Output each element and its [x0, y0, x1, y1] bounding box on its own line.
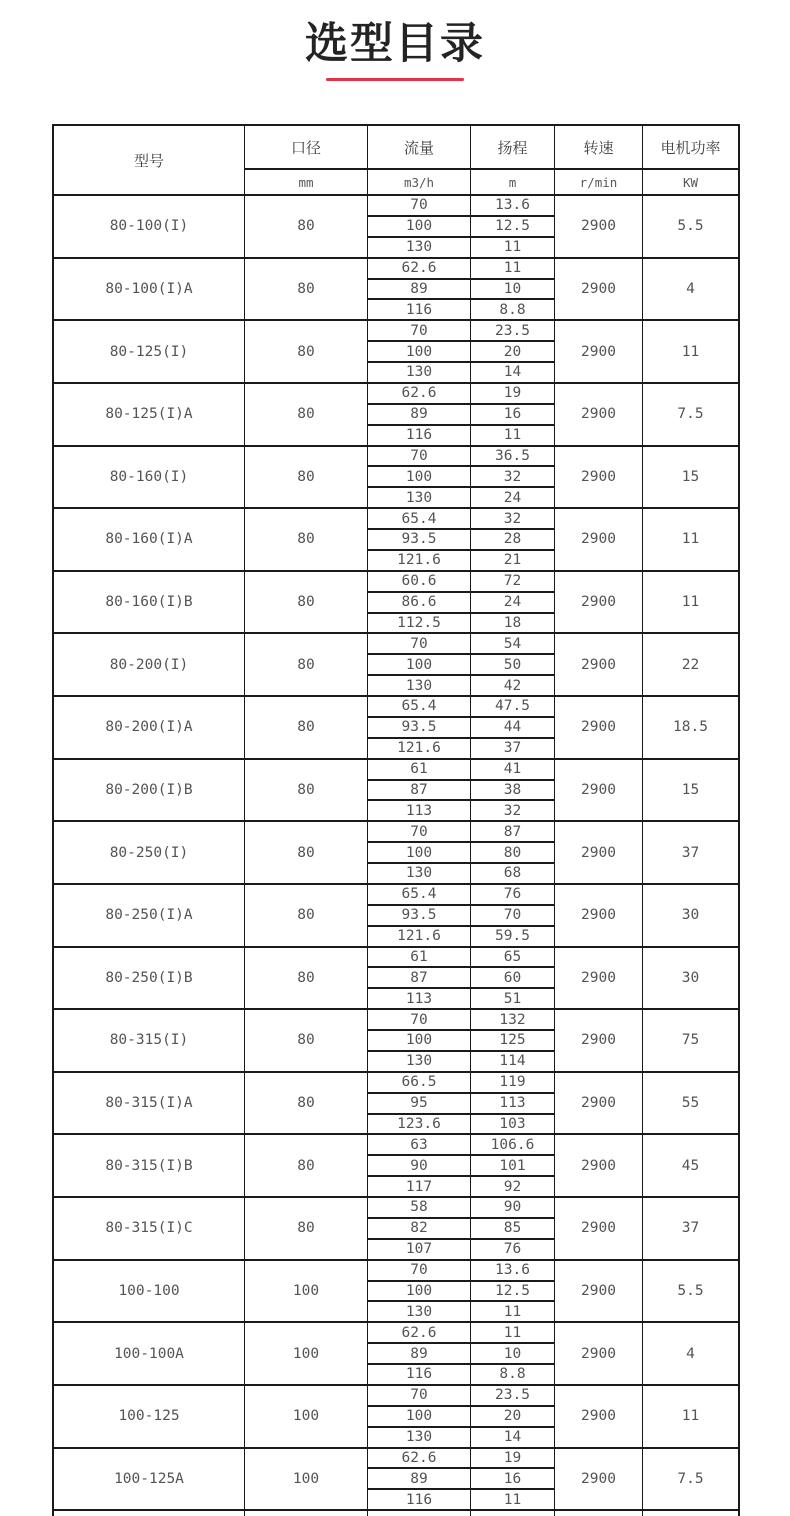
head-cell: 65 [470, 946, 554, 967]
flow-cell: 100 [367, 465, 470, 486]
flow-cell: 117 [367, 1175, 470, 1196]
speed-cell: 2900 [554, 1133, 642, 1196]
flow-cell: 113 [367, 799, 470, 820]
flow-cell: 87 [367, 779, 470, 800]
flow-cell: 90 [367, 1154, 470, 1175]
flow-cell: 130 [367, 486, 470, 507]
flow-cell: 100 [367, 653, 470, 674]
model-cell: 80-200(I)A [54, 695, 244, 758]
col-header-model: 型号 [133, 151, 164, 170]
head-cell: 19 [470, 1447, 554, 1468]
diameter-cell: 80 [244, 1071, 367, 1134]
flow-cell: 100 [367, 1280, 470, 1301]
power-cell: 15 [642, 758, 738, 821]
diameter-cell: 100 [244, 1259, 367, 1322]
table-row [54, 1196, 738, 1217]
power-cell: 11 [642, 570, 738, 633]
title-underline [326, 78, 464, 81]
diameter-cell: 80 [244, 507, 367, 570]
head-cell: 41 [470, 758, 554, 779]
head-cell: 10 [470, 278, 554, 299]
unit-power: KW [642, 168, 738, 194]
speed-cell: 2900 [554, 758, 642, 821]
power-cell: 30 [642, 946, 738, 1009]
cutoff-row-cell [244, 1509, 367, 1516]
flow-cell: 95 [367, 1092, 470, 1113]
model-cell: 100-125A [54, 1447, 244, 1510]
flow-cell: 100 [367, 215, 470, 236]
table-row [54, 946, 738, 967]
power-cell: 11 [642, 319, 738, 382]
diameter-cell: 80 [244, 194, 367, 257]
head-cell: 12.5 [470, 215, 554, 236]
head-cell: 14 [470, 361, 554, 382]
flow-cell: 123.6 [367, 1113, 470, 1134]
unit-flow: m3/h [367, 168, 470, 194]
flow-cell: 121.6 [367, 549, 470, 570]
unit-diameter: mm [244, 168, 367, 194]
table-row [54, 570, 738, 591]
flow-cell: 130 [367, 236, 470, 257]
speed-cell: 2900 [554, 1196, 642, 1259]
head-cell: 50 [470, 653, 554, 674]
table-row [54, 632, 738, 653]
cutoff-row [54, 1509, 738, 1516]
power-cell: 15 [642, 445, 738, 508]
flow-cell: 62.6 [367, 257, 470, 278]
diameter-cell: 100 [244, 1321, 367, 1384]
flow-cell: 89 [367, 403, 470, 424]
flow-cell: 70 [367, 1008, 470, 1029]
speed-cell: 2900 [554, 257, 642, 320]
flow-cell: 70 [367, 319, 470, 340]
power-cell: 30 [642, 883, 738, 946]
power-cell: 11 [642, 1384, 738, 1447]
flow-cell: 60.6 [367, 570, 470, 591]
speed-cell: 2900 [554, 1321, 642, 1384]
flow-cell: 93.5 [367, 528, 470, 549]
flow-cell: 130 [367, 1050, 470, 1071]
power-cell: 22 [642, 632, 738, 695]
power-cell: 37 [642, 1196, 738, 1259]
flow-cell: 63 [367, 1133, 470, 1154]
speed-cell: 2900 [554, 946, 642, 1009]
head-cell: 54 [470, 632, 554, 653]
flow-cell: 100 [367, 1029, 470, 1050]
cutoff-row-cell [367, 1509, 470, 1516]
head-cell: 10 [470, 1342, 554, 1363]
table-row [54, 1384, 738, 1405]
head-cell: 23.5 [470, 1384, 554, 1405]
model-cell: 80-125(I)A [54, 382, 244, 445]
head-cell: 47.5 [470, 695, 554, 716]
head-cell: 28 [470, 528, 554, 549]
speed-cell: 2900 [554, 1259, 642, 1322]
diameter-cell: 80 [244, 946, 367, 1009]
table-row [54, 319, 738, 340]
diameter-cell: 80 [244, 695, 367, 758]
flow-cell: 62.6 [367, 1321, 470, 1342]
power-cell: 11 [642, 507, 738, 570]
model-cell: 100-100A [54, 1321, 244, 1384]
power-cell: 5.5 [642, 1259, 738, 1322]
table-row [54, 1259, 738, 1280]
flow-cell: 121.6 [367, 737, 470, 758]
speed-cell: 2900 [554, 382, 642, 445]
head-cell: 70 [470, 904, 554, 925]
table-row [54, 1133, 738, 1154]
diameter-cell: 100 [244, 1447, 367, 1510]
head-cell: 60 [470, 966, 554, 987]
model-cell: 80-160(I) [54, 445, 244, 508]
power-cell: 75 [642, 1008, 738, 1071]
speed-cell: 2900 [554, 1384, 642, 1447]
model-cell: 80-100(I) [54, 194, 244, 257]
head-cell: 32 [470, 507, 554, 528]
head-cell: 36.5 [470, 445, 554, 466]
model-cell: 80-315(I)A [54, 1071, 244, 1134]
model-cell: 80-125(I) [54, 319, 244, 382]
head-cell: 21 [470, 549, 554, 570]
model-cell: 80-250(I)B [54, 946, 244, 1009]
flow-cell: 65.4 [367, 695, 470, 716]
head-cell: 44 [470, 716, 554, 737]
flow-cell: 58 [367, 1196, 470, 1217]
col-header-flow: 流量 [367, 126, 470, 168]
table-row [54, 1321, 738, 1342]
flow-cell: 70 [367, 632, 470, 653]
head-cell: 85 [470, 1217, 554, 1238]
model-cell: 100-125 [54, 1384, 244, 1447]
head-cell: 125 [470, 1029, 554, 1050]
head-cell: 92 [470, 1175, 554, 1196]
flow-cell: 93.5 [367, 904, 470, 925]
head-cell: 72 [470, 570, 554, 591]
table-row [54, 1447, 738, 1468]
flow-cell: 65.4 [367, 507, 470, 528]
table-row [54, 1071, 738, 1092]
col-header-diameter: 口径 [244, 126, 367, 168]
model-cell: 80-160(I)B [54, 570, 244, 633]
flow-cell: 70 [367, 445, 470, 466]
head-cell: 37 [470, 737, 554, 758]
head-cell: 68 [470, 862, 554, 883]
head-cell: 106.6 [470, 1133, 554, 1154]
flow-cell: 121.6 [367, 925, 470, 946]
table-row [54, 382, 738, 403]
head-cell: 24 [470, 591, 554, 612]
head-cell: 18 [470, 612, 554, 633]
flow-cell: 82 [367, 1217, 470, 1238]
speed-cell: 2900 [554, 445, 642, 508]
head-cell: 113 [470, 1092, 554, 1113]
flow-cell: 130 [367, 361, 470, 382]
power-cell: 45 [642, 1133, 738, 1196]
head-cell: 101 [470, 1154, 554, 1175]
head-cell: 19 [470, 382, 554, 403]
diameter-cell: 80 [244, 1133, 367, 1196]
speed-cell: 2900 [554, 820, 642, 883]
head-cell: 13.6 [470, 194, 554, 215]
speed-cell: 2900 [554, 319, 642, 382]
speed-cell: 2900 [554, 570, 642, 633]
head-cell: 8.8 [470, 298, 554, 319]
diameter-cell: 80 [244, 883, 367, 946]
head-cell: 20 [470, 1405, 554, 1426]
table-row [54, 445, 738, 466]
flow-cell: 100 [367, 340, 470, 361]
col-header-speed: 转速 [554, 126, 642, 168]
head-cell: 114 [470, 1050, 554, 1071]
head-cell: 119 [470, 1071, 554, 1092]
head-cell: 14 [470, 1426, 554, 1447]
head-cell: 90 [470, 1196, 554, 1217]
head-cell: 24 [470, 486, 554, 507]
power-cell: 7.5 [642, 382, 738, 445]
flow-cell: 61 [367, 758, 470, 779]
table-row [54, 257, 738, 278]
cutoff-row-cell [554, 1509, 642, 1516]
unit-head: m [470, 168, 554, 194]
flow-cell: 70 [367, 1384, 470, 1405]
flow-cell: 112.5 [367, 612, 470, 633]
speed-cell: 2900 [554, 1008, 642, 1071]
diameter-cell: 100 [244, 1384, 367, 1447]
flow-cell: 107 [367, 1238, 470, 1259]
head-cell: 38 [470, 779, 554, 800]
head-cell: 42 [470, 674, 554, 695]
page-title: 选型目录 [305, 19, 485, 69]
head-cell: 76 [470, 1238, 554, 1259]
flow-cell: 70 [367, 194, 470, 215]
diameter-cell: 80 [244, 319, 367, 382]
diameter-cell: 80 [244, 570, 367, 633]
speed-cell: 2900 [554, 695, 642, 758]
header-row [54, 126, 738, 168]
flow-cell: 86.6 [367, 591, 470, 612]
flow-cell: 66.5 [367, 1071, 470, 1092]
head-cell: 32 [470, 799, 554, 820]
flow-cell: 89 [367, 1467, 470, 1488]
flow-cell: 116 [367, 424, 470, 445]
head-cell: 11 [470, 1300, 554, 1321]
pump-selection-table [52, 124, 740, 1516]
cutoff-row-cell [642, 1509, 738, 1516]
table-row [54, 820, 738, 841]
model-cell: 80-200(I)B [54, 758, 244, 821]
flow-cell: 130 [367, 862, 470, 883]
head-cell: 51 [470, 987, 554, 1008]
power-cell: 5.5 [642, 194, 738, 257]
flow-cell: 93.5 [367, 716, 470, 737]
head-cell: 11 [470, 424, 554, 445]
table-row [54, 194, 738, 215]
table-row [54, 1008, 738, 1029]
head-cell: 12.5 [470, 1280, 554, 1301]
model-cell: 80-315(I)B [54, 1133, 244, 1196]
power-cell: 4 [642, 1321, 738, 1384]
diameter-cell: 80 [244, 1008, 367, 1071]
diameter-cell: 80 [244, 632, 367, 695]
head-cell: 32 [470, 465, 554, 486]
flow-cell: 100 [367, 841, 470, 862]
model-cell: 80-250(I) [54, 820, 244, 883]
head-cell: 11 [470, 1488, 554, 1509]
table-row [54, 695, 738, 716]
table-row [54, 507, 738, 528]
flow-cell: 100 [367, 1405, 470, 1426]
cutoff-row-cell [54, 1509, 244, 1516]
col-header-power: 电机功率 [642, 126, 738, 168]
head-cell: 13.6 [470, 1259, 554, 1280]
flow-cell: 116 [367, 1488, 470, 1509]
head-cell: 16 [470, 403, 554, 424]
cutoff-row-cell [470, 1509, 554, 1516]
model-cell: 80-200(I) [54, 632, 244, 695]
power-cell: 37 [642, 820, 738, 883]
flow-cell: 89 [367, 1342, 470, 1363]
flow-cell: 62.6 [367, 382, 470, 403]
unit-speed: r/min [554, 168, 642, 194]
power-cell: 55 [642, 1071, 738, 1134]
flow-cell: 89 [367, 278, 470, 299]
model-cell: 80-250(I)A [54, 883, 244, 946]
power-cell: 7.5 [642, 1447, 738, 1510]
head-cell: 23.5 [470, 319, 554, 340]
model-cell: 100-100 [54, 1259, 244, 1322]
flow-cell: 70 [367, 1259, 470, 1280]
power-cell: 18.5 [642, 695, 738, 758]
head-cell: 20 [470, 340, 554, 361]
speed-cell: 2900 [554, 194, 642, 257]
speed-cell: 2900 [554, 1447, 642, 1510]
speed-cell: 2900 [554, 507, 642, 570]
head-cell: 11 [470, 236, 554, 257]
power-cell: 4 [642, 257, 738, 320]
head-cell: 59.5 [470, 925, 554, 946]
flow-cell: 130 [367, 1426, 470, 1447]
model-cell: 80-160(I)A [54, 507, 244, 570]
diameter-cell: 80 [244, 820, 367, 883]
head-cell: 132 [470, 1008, 554, 1029]
model-cell: 80-315(I) [54, 1008, 244, 1071]
flow-cell: 113 [367, 987, 470, 1008]
diameter-cell: 80 [244, 382, 367, 445]
head-cell: 76 [470, 883, 554, 904]
speed-cell: 2900 [554, 632, 642, 695]
speed-cell: 2900 [554, 1071, 642, 1134]
diameter-cell: 80 [244, 257, 367, 320]
flow-cell: 116 [367, 298, 470, 319]
speed-cell: 2900 [554, 883, 642, 946]
model-cell: 80-315(I)C [54, 1196, 244, 1259]
flow-cell: 62.6 [367, 1447, 470, 1468]
diameter-cell: 80 [244, 445, 367, 508]
diameter-cell: 80 [244, 1196, 367, 1259]
flow-cell: 87 [367, 966, 470, 987]
flow-cell: 65.4 [367, 883, 470, 904]
flow-cell: 116 [367, 1363, 470, 1384]
flow-cell: 130 [367, 1300, 470, 1321]
flow-cell: 61 [367, 946, 470, 967]
head-cell: 87 [470, 820, 554, 841]
table-row [54, 883, 738, 904]
flow-cell: 70 [367, 820, 470, 841]
head-cell: 16 [470, 1467, 554, 1488]
head-cell: 80 [470, 841, 554, 862]
head-cell: 8.8 [470, 1363, 554, 1384]
flow-cell: 130 [367, 674, 470, 695]
model-cell: 80-100(I)A [54, 257, 244, 320]
col-header-head: 扬程 [470, 126, 554, 168]
head-cell: 11 [470, 257, 554, 278]
head-cell: 103 [470, 1113, 554, 1134]
head-cell: 11 [470, 1321, 554, 1342]
diameter-cell: 80 [244, 758, 367, 821]
table-row [54, 758, 738, 779]
